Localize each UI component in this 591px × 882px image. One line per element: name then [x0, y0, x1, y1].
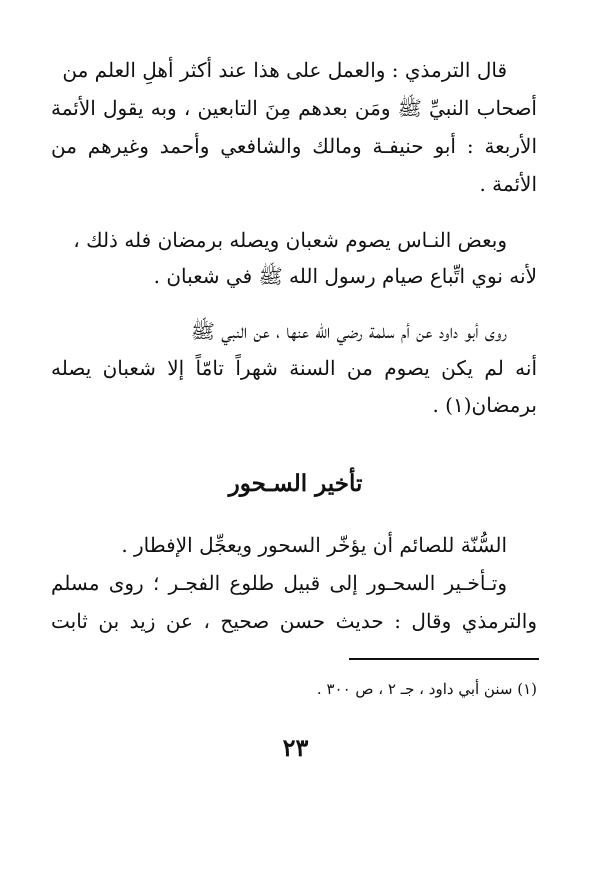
paragraph-shaban-line-1: وبعض النـاس يصوم شعبان ويصله برمضان فله ذلك ،: [73, 228, 507, 252]
footnote: (١) سنن أبي داود ، جـ ٢ ، ص ٣٠٠ .: [316, 680, 537, 698]
paragraph-abu-dawud-line-1: روى أبو داود عن أم سلمة رضي الله عنها ، عن النبي ﷺ: [190, 319, 507, 343]
paragraph-tirmidhi-line-3: الأربعة : أبو حنيفـة ومالك والشافعي وأحمد وغيرهم من: [51, 134, 537, 158]
paragraph-suhoor-line-1: السُّنّة للصائم أن يؤخّر السحور ويعجِّل الإفطار .: [121, 533, 507, 557]
paragraph-abu-dawud-line-2: أنه لم يكن يصوم من السنة شهراً تامّاً إلا شعبان يصله: [51, 356, 537, 380]
paragraph-abu-dawud-line-3: برمضان(١) .: [432, 393, 537, 417]
paragraph-tirmidhi-line-2: أصحاب النبيِّ ﷺ ومَن بعدهم مِنَ التابعين ، وبه يقول الأئمة: [51, 96, 537, 120]
paragraph-tirmidhi-line-1: قال الترمذي : والعمل على هذا عند أكثر أهلِ العلم من: [62, 58, 507, 82]
page-number: ٢٣: [282, 733, 309, 762]
paragraph-suhoor-line-2: وتـأخـير السحـور إلى قبيل طلوع الفجـر ؛ روى مسلم: [51, 571, 507, 595]
paragraph-shaban-line-2: لأنه نوي اتِّباع صيام رسول الله ﷺ في شعبان .: [153, 264, 537, 288]
paragraph-tirmidhi-line-4: الأئمة .: [479, 172, 537, 196]
paragraph-suhoor-line-3: والترمذي وقال : حديث حسن صحيح ، عن زيد بن ثابت: [51, 609, 537, 633]
section-heading: تأخير السـحور: [228, 470, 363, 497]
footnote-divider: [349, 658, 539, 660]
